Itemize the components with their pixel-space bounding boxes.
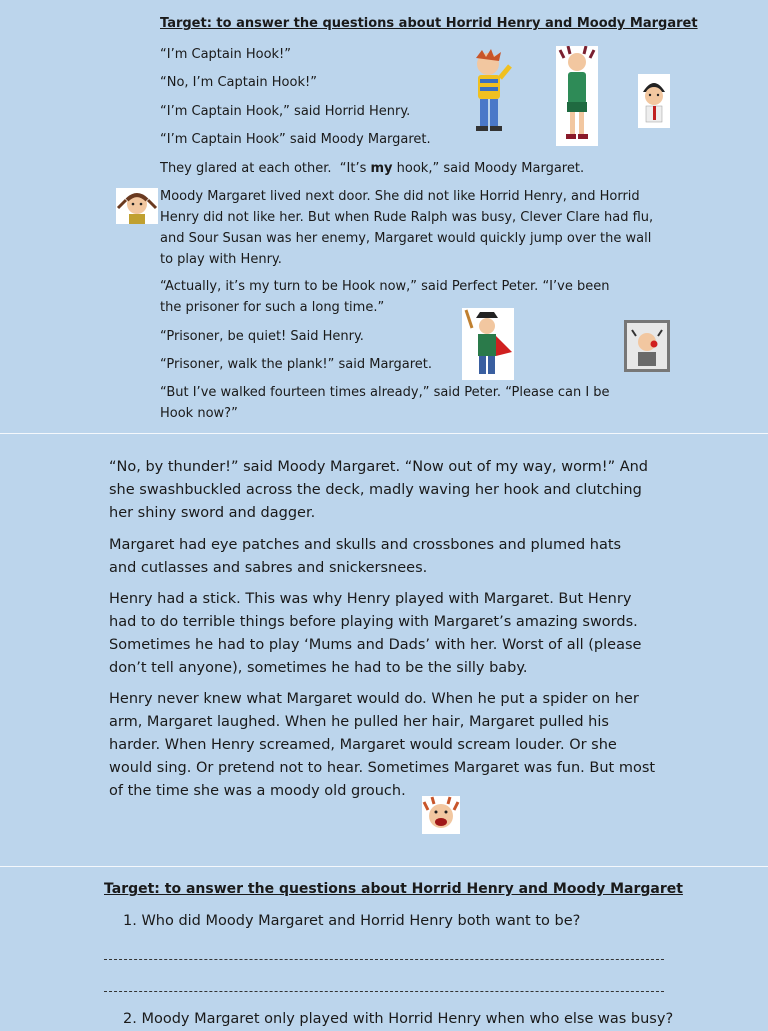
line-captain-hook-2: “No, I’m Captain Hook!”	[160, 75, 317, 90]
line-captain-hook-1: “I’m Captain Hook!”	[160, 47, 291, 62]
glared-text-start: They glared at each other. “It’s	[160, 161, 371, 176]
line-prisoner-quiet: “Prisoner, be quiet! Said Henry.	[160, 329, 364, 344]
worksheet-page-3	[0, 867, 768, 1027]
paragraph-eye-patches: Margaret had eye patches and skulls and crossbones and plumed hats and cutlasses and sabres and snickersnees.	[109, 537, 622, 576]
pirate-figure-image	[462, 308, 514, 380]
peter-face-image	[638, 74, 670, 128]
answer-line-1[interactable]	[104, 959, 664, 960]
paragraph-by-thunder: “No, by thunder!” said Moody Margaret. “Now out of my way, worm!” And she swashbuckled across the deck, madly waving her hook and clutching her shiny sword and dagger.	[109, 459, 649, 521]
paragraph-next-door: Moody Margaret lived next door. She did not like Horrid Henry, and Horrid Henry did not like her. But when Rude Ralph was busy, Clever Clare had flu, and Sour Susan was her enemy, Margaret would quickly jump over the wall to play with Henry.	[160, 189, 654, 267]
framed-portrait-image	[624, 320, 670, 372]
margaret-figure-image	[556, 46, 598, 146]
line-walk-plank: “Prisoner, walk the plank!” said Margaret.	[160, 357, 433, 372]
paragraph-henry-stick: Henry had a stick. This was why Henry played with Margaret. But Henry had to do terrible things before playing with Margaret’s amazing swords. Sometimes he had to play ‘Mums and Dads’ with her. Worst of all (please don’t tell anyone), sometimes he had to be the silly baby.	[109, 591, 642, 676]
worksheet-page-1	[0, 0, 768, 432]
question-2: 2. Moody Margaret only played with Horrid Henry when who else was busy?	[123, 1011, 674, 1027]
line-captain-hook-3: “I’m Captain Hook,” said Horrid Henry.	[160, 104, 411, 119]
margaret-face-image	[116, 188, 158, 224]
answer-line-2[interactable]	[104, 991, 664, 992]
glared-text-end: hook,” said Moody Margaret.	[392, 161, 585, 176]
page-3-heading: Target: to answer the questions about Horrid Henry and Moody Margaret	[104, 881, 683, 897]
line-glared	[160, 158, 584, 179]
question-1: 1. Who did Moody Margaret and Horrid Henry both want to be?	[123, 913, 581, 929]
page-1-heading: Target: to answer the questions about Horrid Henry and Moody Margaret	[160, 16, 698, 31]
paragraph-never-knew: Henry never knew what Margaret would do. When he put a spider on her arm, Margaret laughed. When he pulled her hair, Margaret pulled his harder. When Henry screamed, Margaret would scream louder. Or she would sing. Or pretend not to hear. Sometimes Margaret was fun. But most of the time she was a moody old grouch.	[109, 691, 656, 799]
line-captain-hook-4: “I’m Captain Hook” said Moody Margaret.	[160, 132, 431, 147]
paragraph-peter-turn: “Actually, it’s my turn to be Hook now,” said Perfect Peter. “I’ve been the prisoner for such a long time.”	[160, 279, 610, 315]
glared-emphasis: my	[370, 161, 393, 176]
henry-figure-image	[462, 48, 516, 134]
worksheet-page-2	[0, 434, 768, 866]
screaming-face-image	[422, 796, 460, 834]
paragraph-fourteen-times: “But I’ve walked fourteen times already,” said Peter. “Please can I be Hook now?”	[160, 385, 610, 421]
